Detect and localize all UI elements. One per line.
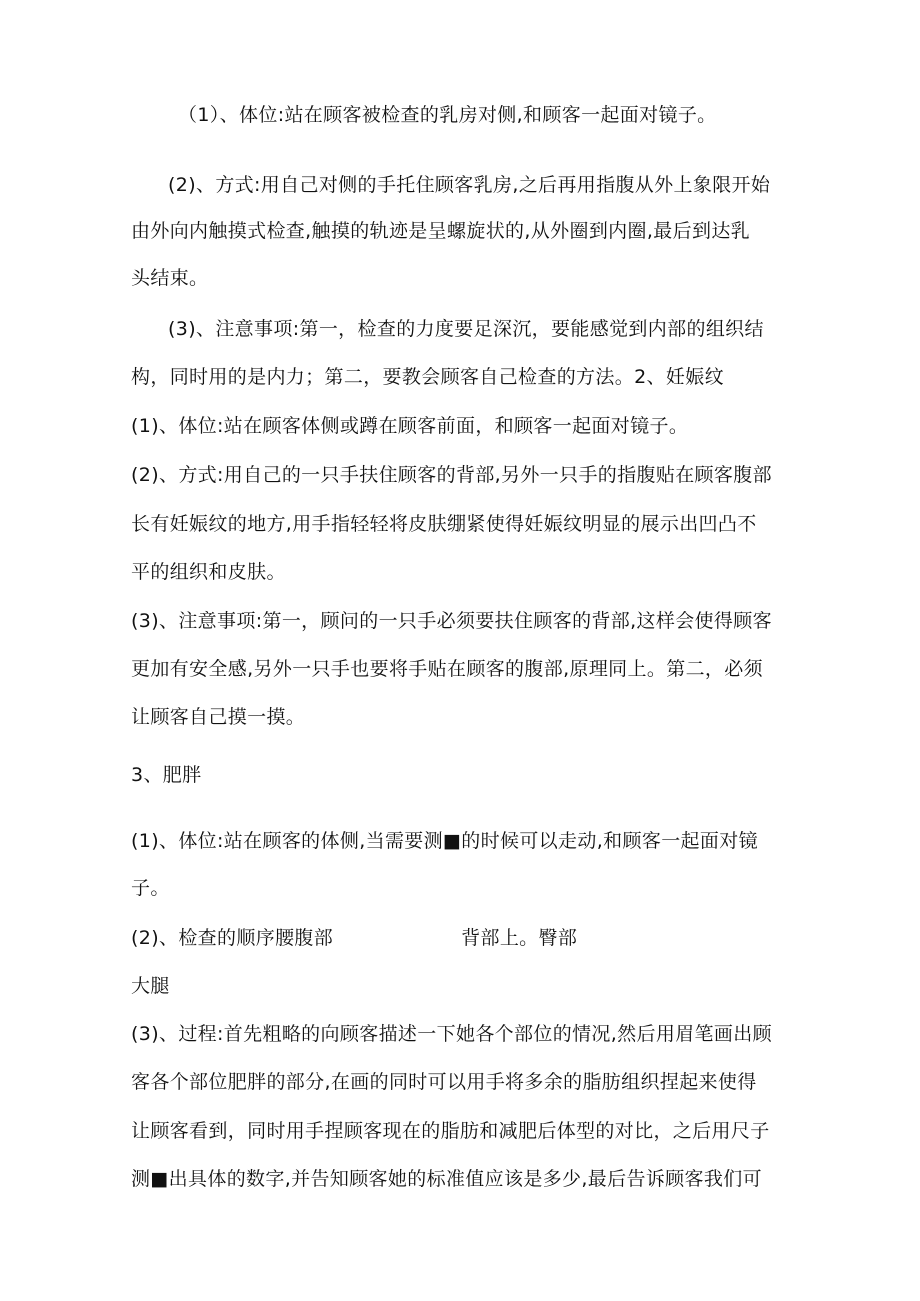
check-order-continued: 背部上。臀部	[461, 927, 578, 949]
text-line: 头结束。	[131, 267, 209, 289]
text-line: 平的组织和皮肤。	[131, 561, 286, 583]
text-line: （1）、体位:站在顾客被检查的乳房对侧,和顾客一起面对镜子。	[178, 104, 717, 126]
text-line: 客各个部位肥胖的部分,在画的同时可以用手将多余的脂肪组织捏起来使得	[131, 1071, 757, 1093]
text-line: 让顾客自己摸一摸。	[131, 706, 306, 728]
text-line: 大腿	[131, 975, 170, 997]
text-line: 更加有安全感,另外一只手也要将手贴在顾客的腹部,原理同上。第二，必须	[131, 658, 763, 680]
text-line: 长有妊娠纹的地方,用手指轻轻将皮肤绷紧使得妊娠纹明显的展示出凹凸不	[131, 513, 757, 535]
text-line: 构，同时用的是内力；第二，要教会顾客自己检查的方法。2、妊娠纹	[131, 366, 724, 388]
text-line: (3)、注意事项:第一，顾问的一只手必须要扶住顾客的背部,这样会使得顾客	[131, 610, 772, 632]
text-line: (3)、过程:首先粗略的向顾客描述一下她各个部位的情况,然后用眉笔画出顾	[131, 1023, 772, 1045]
text-line: (1)、体位:站在顾客的体侧,当需要测■的时候可以走动,和顾客一起面对镜	[131, 830, 758, 852]
text-line: (3)、注意事项:第一，检查的力度要足深沉，要能感觉到内部的组织结	[168, 318, 764, 340]
text-line: 子。	[131, 877, 170, 899]
text-line	[131, 926, 577, 950]
check-order-label: (2)、检查的顺序腰腹部	[131, 927, 334, 949]
text-line: 由外向内触摸式检查,触摸的轨迹是呈螺旋状的,从外圈到内圈,最后到达乳	[131, 220, 751, 242]
text-line: (2)、方式:用自己对侧的手托住顾客乳房,之后再用指腹从外上象限开始	[168, 174, 771, 196]
text-line: 让顾客看到，同时用手捏顾客现在的脂肪和减肥后体型的对比，之后用尺子	[131, 1120, 770, 1142]
section-heading: 3、肥胖	[131, 764, 202, 786]
text-line: (2)、方式:用自己的一只手扶住顾客的背部,另外一只手的指腹贴在顾客腹部	[131, 464, 772, 486]
text-line: 测■出具体的数字,并告知顾客她的标准值应该是多少,最后告诉顾客我们可	[131, 1168, 762, 1190]
text-line: (1)、体位:站在顾客体侧或蹲在顾客前面，和顾客一起面对镜子。	[131, 415, 689, 437]
